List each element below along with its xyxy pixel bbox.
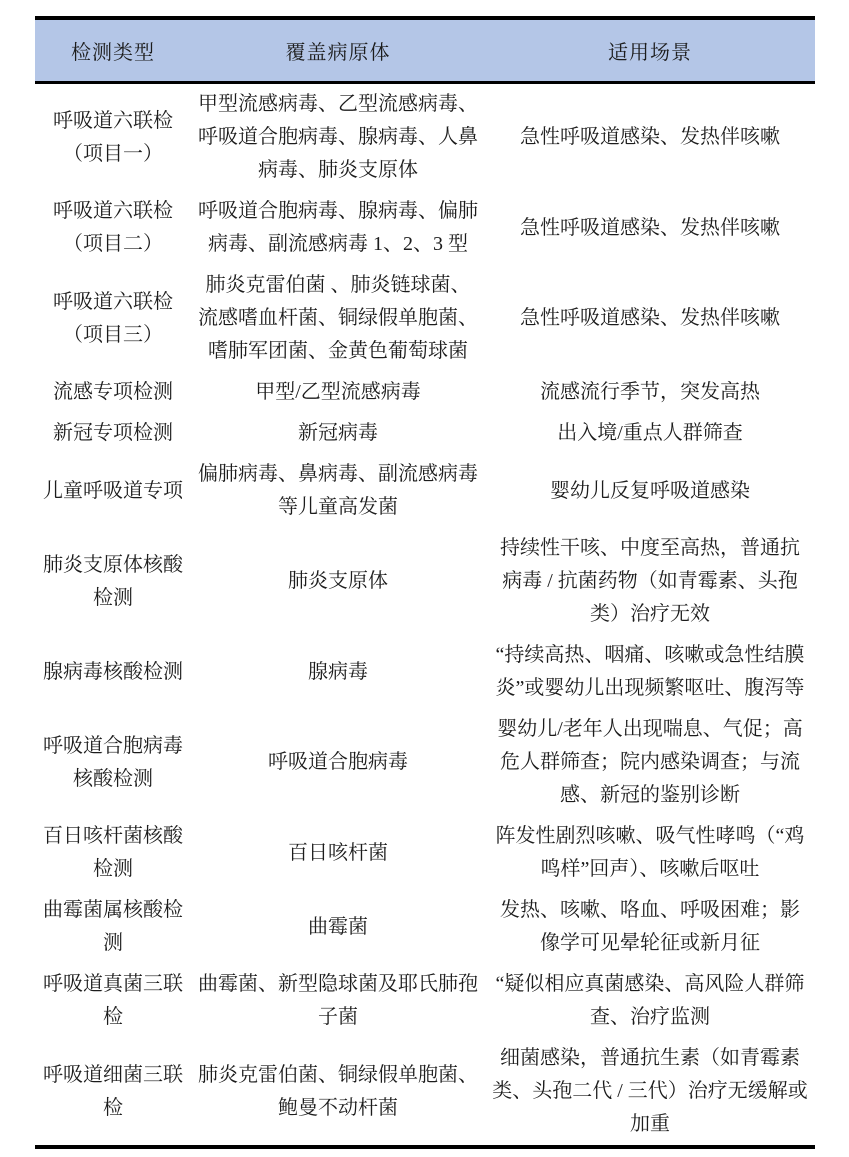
cell-scenario: 婴幼儿反复呼吸道感染 [550, 479, 750, 502]
cell-scenario: 急性呼吸道感染、发热伴咳嗽 [520, 307, 780, 329]
table-row [35, 372, 815, 413]
cell-pathogens: 甲型/乙型流感病毒 [255, 381, 421, 403]
cell-test-type: 呼吸道六联检（项目三） [53, 290, 173, 346]
table-row [35, 890, 815, 964]
table-row [35, 964, 815, 1038]
cell-test-type: 呼吸道六联检（项目一） [53, 109, 173, 165]
cell-test-type: 呼吸道真菌三联检 [43, 973, 183, 1028]
cell-pathogens: 偏肺病毒、鼻病毒、副流感病毒等儿童高发菌 [198, 463, 478, 518]
table-row [35, 413, 815, 454]
table-row [35, 709, 815, 816]
cell-scenario: 发热、咳嗽、咯血、呼吸困难；影像学可见晕轮征或新月征 [500, 899, 800, 954]
cell-pathogens: 肺炎克雷伯菌 、肺炎链球菌、流感嗜血杆菌、铜绿假单胞菌、嗜肺军团菌、金黄色葡萄球菌 [198, 274, 478, 362]
cell-test-type: 流感专项检测 [53, 381, 173, 403]
table-row [35, 454, 815, 528]
cell-scenario: 急性呼吸道感染、发热伴咳嗽 [520, 126, 780, 148]
column-header-test-type: 检测类型 [71, 42, 155, 64]
test-types-table [35, 16, 815, 1149]
cell-pathogens: 腺病毒 [308, 660, 368, 683]
cell-test-type: 儿童呼吸道专项 [43, 479, 183, 502]
cell-scenario: 急性呼吸道感染、发热伴咳嗽 [520, 216, 780, 239]
cell-test-type: 曲霉菌属核酸检测 [43, 899, 183, 954]
cell-test-type: 肺炎支原体核酸检测 [43, 553, 183, 609]
cell-scenario: “持续高热、咽痛、咳嗽或急性结膜炎”或婴幼儿出现频繁呕吐、腹泻等 [495, 644, 805, 699]
table-row [35, 635, 815, 709]
cell-pathogens: 百日咳杆菌 [288, 841, 388, 864]
cell-test-type: 呼吸道细菌三联检 [43, 1063, 183, 1119]
cell-pathogens: 肺炎克雷伯菌、铜绿假单胞菌、鲍曼不动杆菌 [198, 1063, 478, 1119]
cell-scenario: 流感流行季节，突发高热 [540, 381, 760, 403]
table-row [35, 1038, 815, 1147]
cell-test-type: 呼吸道六联检（项目二） [53, 200, 173, 255]
cell-test-type: 百日咳杆菌核酸检测 [43, 825, 183, 880]
cell-pathogens: 曲霉菌、新型隐球菌及耶氏肺孢子菌 [198, 973, 478, 1028]
table-row [35, 191, 815, 265]
cell-test-type: 腺病毒核酸检测 [43, 660, 183, 683]
cell-pathogens: 呼吸道合胞病毒、腺病毒、偏肺病毒、副流感病毒 1、2、3 型 [198, 200, 478, 255]
cell-scenario: 阵发性剧烈咳嗽、吸气性哮鸣（“鸡鸣样”回声）、咳嗽后呕吐 [495, 825, 805, 880]
cell-pathogens: 曲霉菌 [308, 915, 368, 938]
table-body [35, 83, 815, 1148]
cell-scenario: 细菌感染，普通抗生素（如青霉素类、头孢二代 / 三代）治疗无缓解或加重 [492, 1047, 808, 1135]
cell-pathogens: 呼吸道合胞病毒 [268, 751, 408, 773]
cell-scenario: 持续性干咳、中度至高热，普通抗病毒 / 抗菌药物（如青霉素、头孢类）治疗无效 [500, 537, 800, 625]
cell-test-type: 新冠专项检测 [53, 422, 173, 444]
cell-test-type: 呼吸道合胞病毒核酸检测 [43, 734, 183, 790]
cell-pathogens: 新冠病毒 [298, 422, 378, 444]
cell-pathogens: 肺炎支原体 [288, 570, 388, 592]
column-header-scenario: 适用场景 [608, 42, 692, 64]
cell-scenario: 出入境/重点人群筛查 [557, 422, 743, 444]
column-header-pathogens: 覆盖病原体 [285, 42, 391, 64]
table-row [35, 265, 815, 372]
cell-scenario: “疑似相应真菌感染、高风险人群筛查、治疗监测 [495, 973, 805, 1028]
table-header-row [35, 18, 815, 83]
table-row [35, 816, 815, 890]
table-row [35, 83, 815, 192]
cell-scenario: 婴幼儿/老年人出现喘息、气促；高危人群筛查；院内感染调查；与流感、新冠的鉴别诊断 [497, 718, 803, 806]
table-row [35, 528, 815, 635]
cell-pathogens: 甲型流感病毒、乙型流感病毒、呼吸道合胞病毒、腺病毒、人鼻病毒、肺炎支原体 [198, 93, 478, 181]
